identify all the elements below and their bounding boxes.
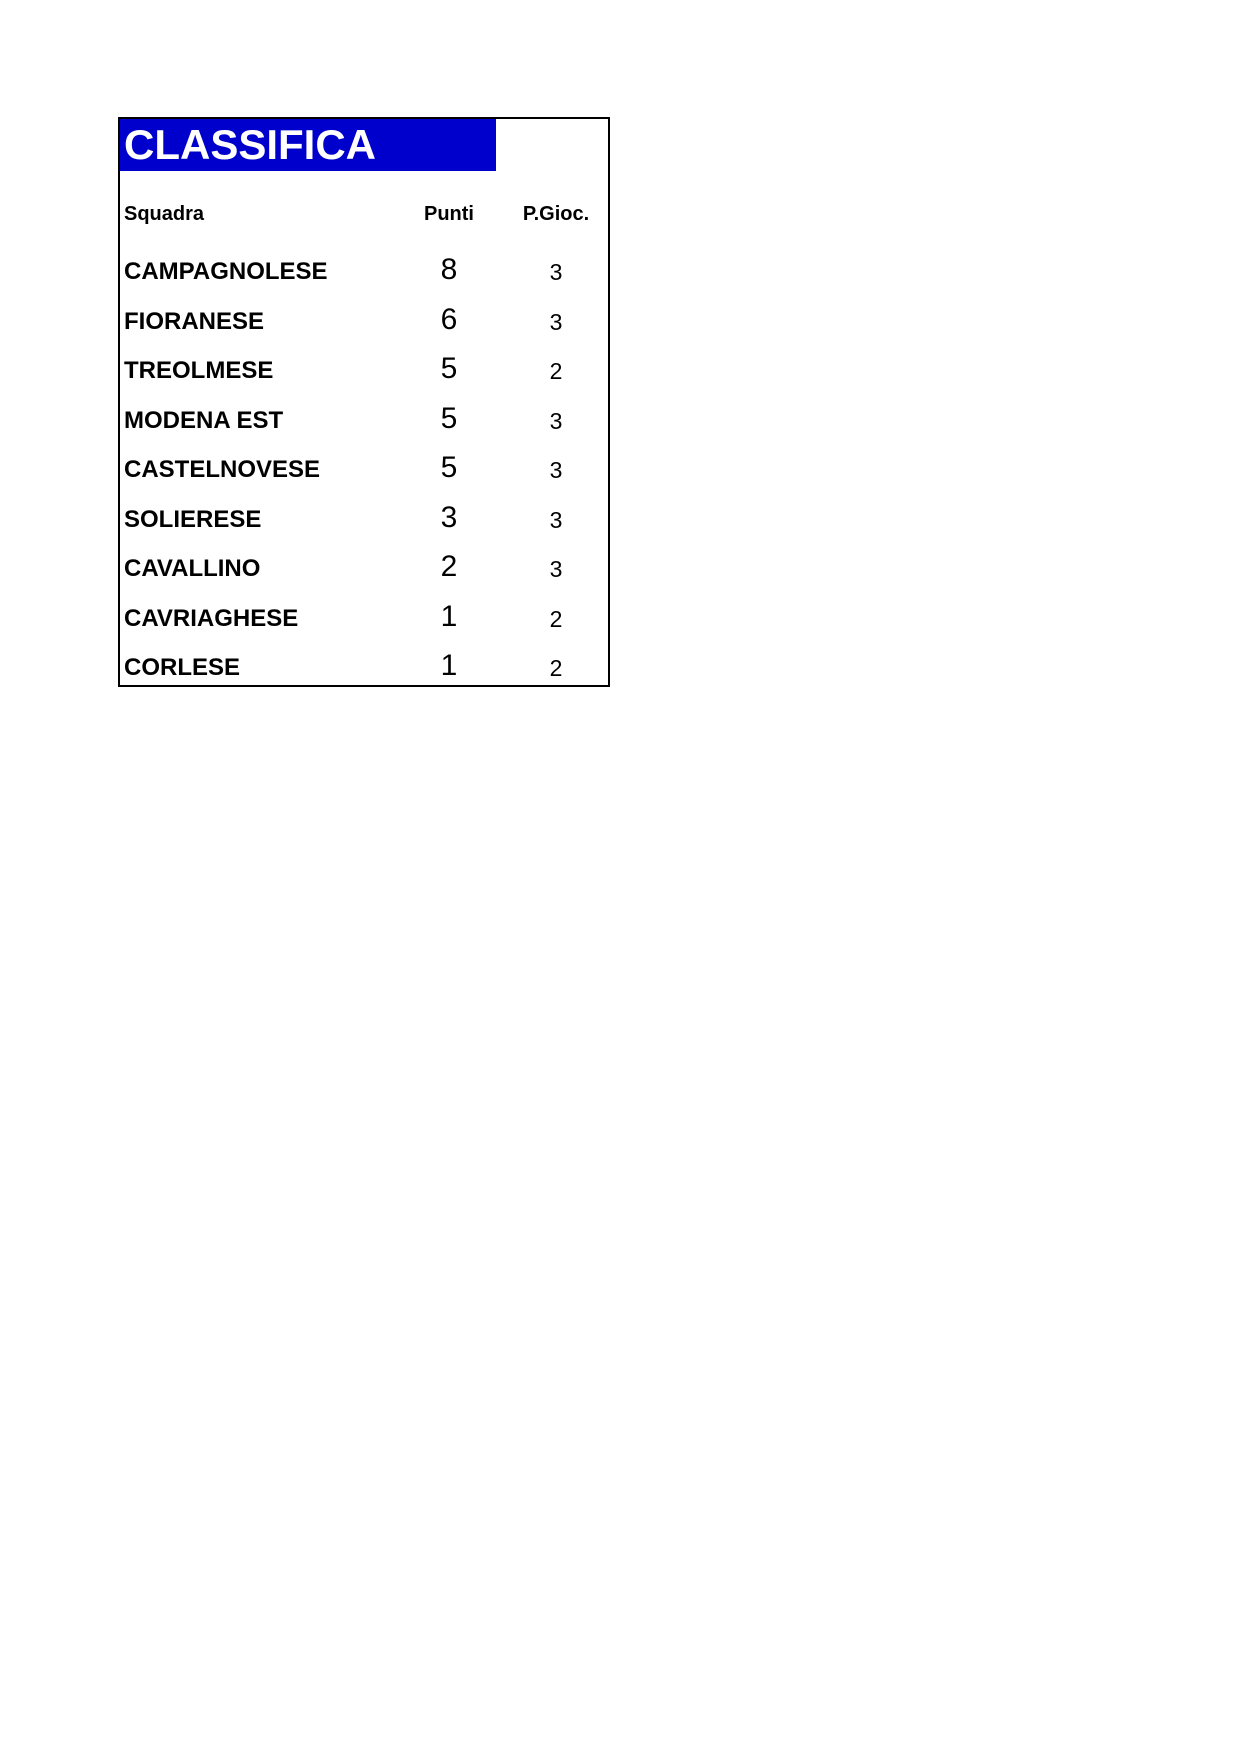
- header-team: Squadra: [124, 203, 205, 225]
- header-played: P.Gioc.: [522, 203, 590, 225]
- table-row: [120, 447, 608, 497]
- team-points: 5: [440, 401, 458, 435]
- team-points: 5: [440, 352, 458, 385]
- table-row: [120, 645, 608, 695]
- team-name: CAMPAGNOLESE: [124, 258, 328, 285]
- standings-rows: [120, 249, 608, 695]
- team-points: 1: [440, 649, 458, 682]
- team-points: 3: [440, 500, 458, 534]
- table-row: [120, 596, 608, 646]
- team-played: 2: [549, 605, 563, 632]
- team-played: 2: [549, 655, 563, 681]
- table-row: [120, 348, 608, 398]
- table-row: [120, 299, 608, 349]
- team-played: 2: [549, 358, 563, 384]
- team-points: 1: [440, 599, 458, 633]
- standings-title: CLASSIFICA: [120, 119, 496, 171]
- standings-table: [118, 117, 610, 687]
- team-points: 8: [440, 253, 458, 286]
- table-row: [120, 497, 608, 547]
- team-played: 3: [549, 308, 563, 335]
- team-played: 3: [549, 457, 563, 483]
- team-played: 3: [549, 556, 563, 582]
- team-name: SOLIERESE: [124, 505, 262, 533]
- header-row: [120, 199, 608, 229]
- header-points: Punti: [424, 203, 474, 225]
- table-row: [120, 546, 608, 596]
- team-name: CORLESE: [124, 654, 241, 681]
- team-points: 5: [440, 451, 458, 484]
- team-name: CASTELNOVESE: [124, 456, 321, 483]
- team-played: 3: [549, 506, 563, 533]
- team-played: 3: [549, 259, 563, 285]
- team-name: MODENA EST: [124, 406, 284, 434]
- table-row: [120, 398, 608, 448]
- team-points: 6: [440, 302, 458, 336]
- team-name: CAVRIAGHESE: [124, 604, 299, 632]
- team-name: TREOLMESE: [124, 357, 274, 384]
- team-points: 2: [440, 550, 458, 583]
- table-row: [120, 249, 608, 299]
- team-name: CAVALLINO: [124, 555, 261, 582]
- team-name: FIORANESE: [124, 307, 265, 335]
- team-played: 3: [549, 407, 563, 434]
